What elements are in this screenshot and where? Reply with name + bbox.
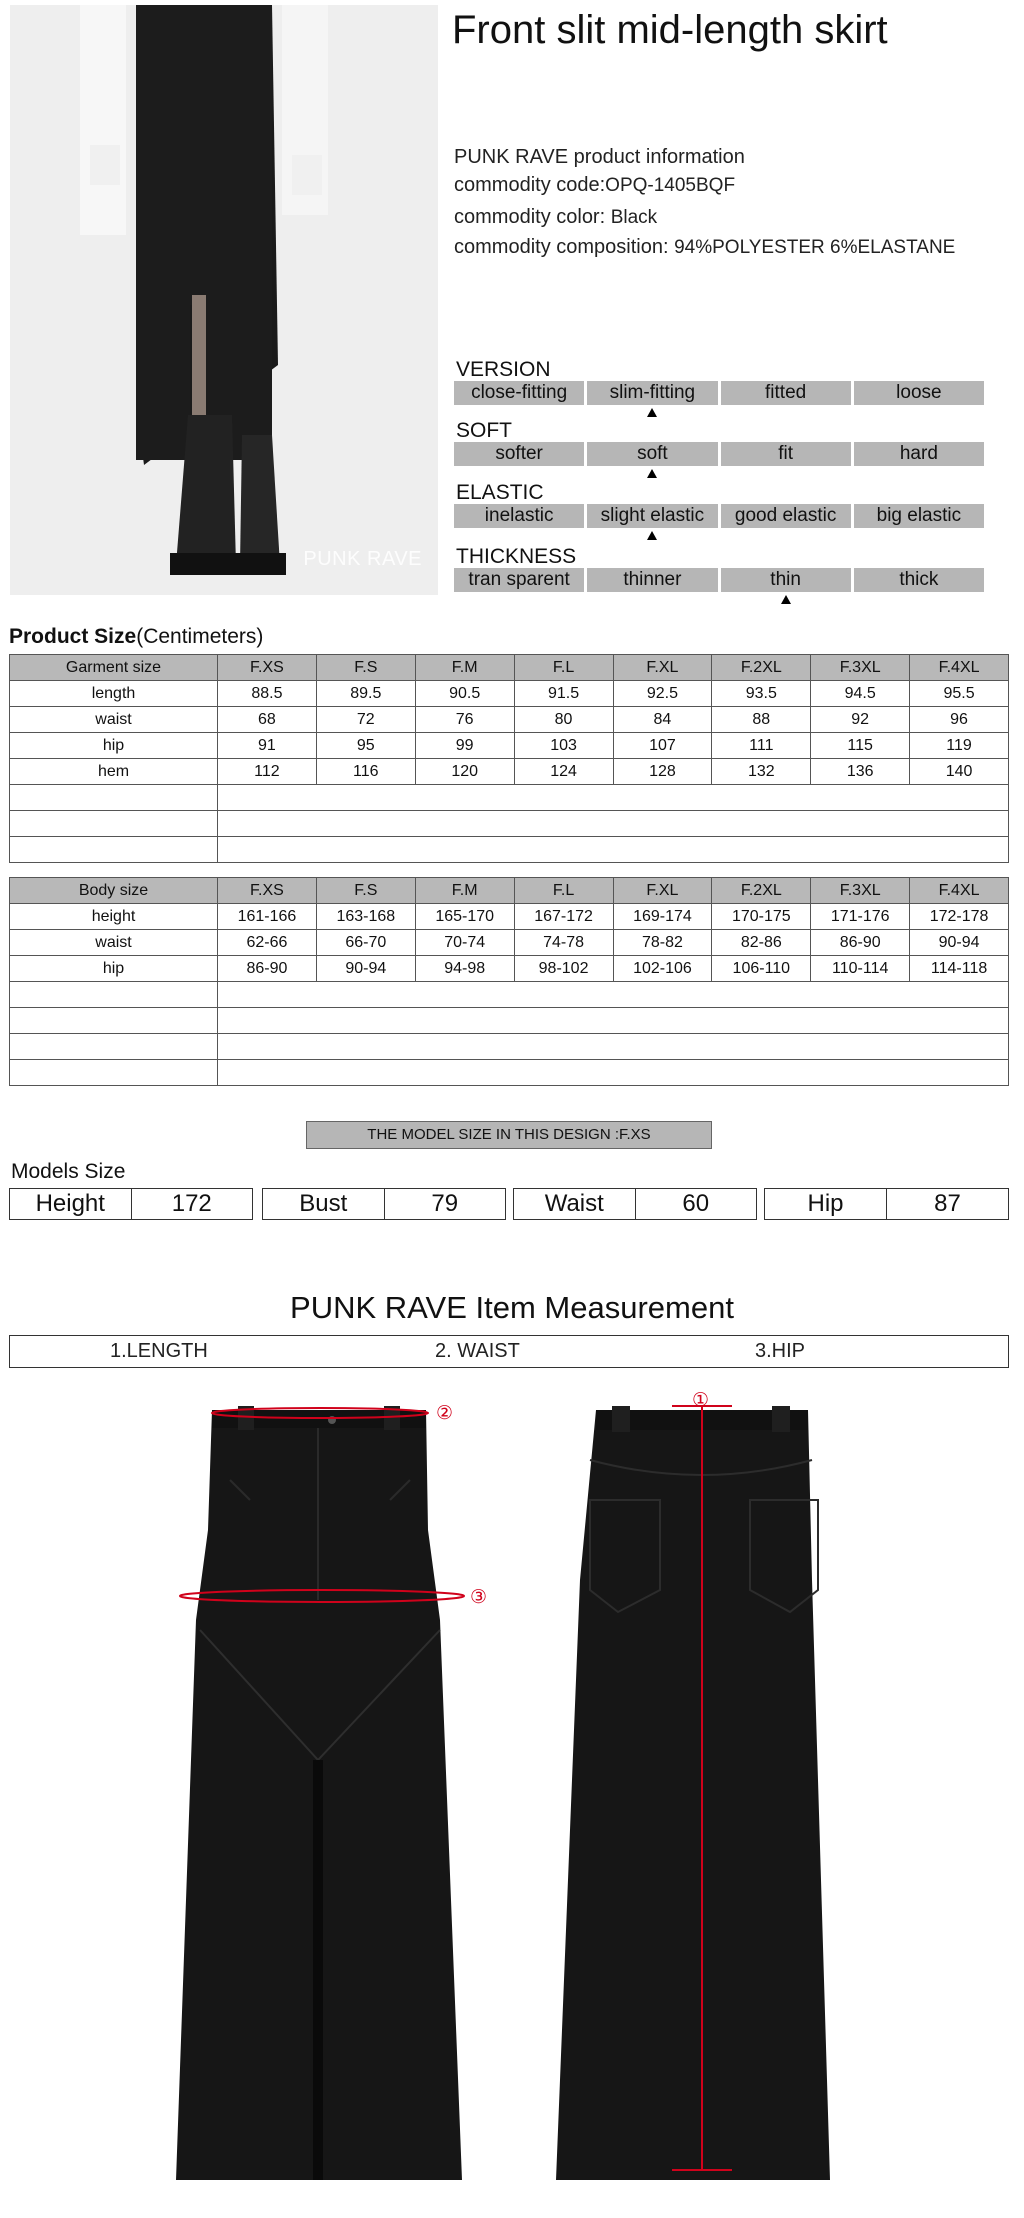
scale-option: tran sparent [454, 568, 584, 592]
model-measure-value: 60 [635, 1189, 757, 1219]
skirt-back-illustration [556, 1406, 830, 2180]
table-cell: 86-90 [811, 930, 910, 956]
table-cell: 80 [514, 707, 613, 733]
table-cell: 90-94 [316, 956, 415, 982]
table-header-size: F.M [415, 878, 514, 904]
selected-marker-icon [647, 408, 657, 417]
model-size-note: THE MODEL SIZE IN THIS DESIGN :F.XS [306, 1121, 712, 1149]
table-cell: 169-174 [613, 904, 712, 930]
scale-option: fitted [721, 381, 851, 405]
table-empty-cell [10, 982, 218, 1008]
table-header-size: F.3XL [811, 878, 910, 904]
skirt-front-illustration [176, 1406, 462, 2180]
table-empty-cell [218, 837, 1009, 863]
model-measure-label: Waist [544, 1190, 604, 1217]
table-empty-row [10, 1008, 1009, 1034]
table-cell: 140 [910, 759, 1009, 785]
marker-waist: ② [436, 1402, 454, 1424]
scale-option: good elastic [721, 504, 851, 528]
table-header-size: F.XL [613, 878, 712, 904]
model-waist [513, 1188, 757, 1220]
model-measure-label: Hip [807, 1190, 844, 1217]
table-cell: 161-166 [218, 904, 317, 930]
table-cell: 88 [712, 707, 811, 733]
scale-option: thinner [587, 568, 717, 592]
table-cell: 170-175 [712, 904, 811, 930]
table-header-label: Body size [10, 878, 218, 904]
scale-title-soft: SOFT [456, 419, 512, 442]
table-cell: 163-168 [316, 904, 415, 930]
info-heading: PUNK RAVE product information [454, 146, 745, 168]
table-cell: 114-118 [910, 956, 1009, 982]
model-measure-value: 172 [131, 1189, 253, 1219]
scale-title-elastic: ELASTIC [456, 481, 544, 504]
table-header-size: F.S [316, 878, 415, 904]
table-cell: 98-102 [514, 956, 613, 982]
scale-elastic [454, 504, 984, 528]
table-row [10, 681, 1009, 707]
table-cell: 116 [316, 759, 415, 785]
table-cell: 84 [613, 707, 712, 733]
table-cell: 78-82 [613, 930, 712, 956]
commodity-code [454, 174, 735, 197]
composition-value: 94%POLYESTER 6%ELASTANE [674, 237, 956, 258]
table-cell: 96 [910, 707, 1009, 733]
table-cell: 72 [316, 707, 415, 733]
body-size-table [9, 877, 1009, 1086]
table-cell: 91 [218, 733, 317, 759]
table-cell: 167-172 [514, 904, 613, 930]
table-row-label: waist [10, 930, 218, 956]
product-title: Front slit mid-length skirt [452, 8, 888, 52]
scale-soft [454, 442, 984, 466]
product-photo [10, 5, 438, 595]
table-empty-cell [10, 837, 218, 863]
table-header-size: F.XL [613, 655, 712, 681]
scale-option: slim-fitting [587, 381, 717, 405]
selected-marker-icon [647, 469, 657, 478]
table-cell: 128 [613, 759, 712, 785]
color-value: Black [610, 207, 658, 228]
table-header-size: F.S [316, 655, 415, 681]
table-row [10, 956, 1009, 982]
table-cell: 115 [811, 733, 910, 759]
table-empty-cell [218, 982, 1009, 1008]
table-cell: 107 [613, 733, 712, 759]
table-header-size: F.XS [218, 655, 317, 681]
table-header-size: F.2XL [712, 655, 811, 681]
table-row-label: waist [10, 707, 218, 733]
scale-option: hard [854, 442, 984, 466]
table-empty-cell [218, 1034, 1009, 1060]
model-measure-label: Bust [299, 1190, 348, 1217]
model-measure-value: 79 [384, 1189, 506, 1219]
table-empty-cell [10, 785, 218, 811]
scale-option: close-fitting [454, 381, 584, 405]
table-row [10, 930, 1009, 956]
selected-marker-icon [647, 531, 657, 540]
scale-title-thickness: THICKNESS [456, 545, 577, 568]
table-cell: 94.5 [811, 681, 910, 707]
table-row-label: height [10, 904, 218, 930]
table-cell: 136 [811, 759, 910, 785]
table-cell: 110-114 [811, 956, 910, 982]
color-label: commodity color: [454, 206, 606, 228]
table-cell: 82-86 [712, 930, 811, 956]
table-cell: 172-178 [910, 904, 1009, 930]
table-header-size: F.3XL [811, 655, 910, 681]
table-cell: 165-170 [415, 904, 514, 930]
table-header-size: F.M [415, 655, 514, 681]
scale-option: slight elastic [587, 504, 717, 528]
table-empty-cell [10, 1034, 218, 1060]
scale-option: thin [721, 568, 851, 592]
table-cell: 111 [712, 733, 811, 759]
table-cell: 62-66 [218, 930, 317, 956]
table-header-size: F.XS [218, 878, 317, 904]
table-header-size: F.2XL [712, 878, 811, 904]
code-value: OPQ-1405BQF [605, 175, 736, 196]
table-cell: 102-106 [613, 956, 712, 982]
model-hip [764, 1188, 1009, 1220]
table-cell: 132 [712, 759, 811, 785]
table-cell: 90-94 [910, 930, 1009, 956]
scale-title-version: VERSION [456, 358, 551, 381]
composition-label: commodity composition: [454, 236, 669, 258]
scale-option: loose [854, 381, 984, 405]
table-header-size: F.4XL [910, 655, 1009, 681]
table-empty-cell [218, 1060, 1009, 1086]
table-cell: 106-110 [712, 956, 811, 982]
selected-marker-icon [781, 595, 791, 604]
table-cell: 90.5 [415, 681, 514, 707]
table-cell: 94-98 [415, 956, 514, 982]
table-cell: 120 [415, 759, 514, 785]
table-empty-cell [10, 1008, 218, 1034]
table-empty-row [10, 1034, 1009, 1060]
measurement-points-bar [9, 1335, 1009, 1368]
measurement-diagram [0, 1380, 1024, 2180]
code-label: commodity code: [454, 174, 606, 196]
scale-option: inelastic [454, 504, 584, 528]
scale-thickness [454, 568, 984, 592]
table-header-size: F.L [514, 878, 613, 904]
table-row-label: hem [10, 759, 218, 785]
table-cell: 103 [514, 733, 613, 759]
measure-point-length: 1.LENGTH [110, 1340, 208, 1362]
table-cell: 91.5 [514, 681, 613, 707]
table-row [10, 707, 1009, 733]
product-size-title: Product Size [9, 625, 137, 648]
scale-option: fit [721, 442, 851, 466]
table-header-size: F.4XL [910, 878, 1009, 904]
table-empty-row [10, 811, 1009, 837]
marker-length: ① [692, 1389, 710, 1411]
model-measure-label: Height [35, 1190, 105, 1217]
table-empty-row [10, 837, 1009, 863]
table-row-label: hip [10, 956, 218, 982]
scale-option: big elastic [854, 504, 984, 528]
table-cell: 89.5 [316, 681, 415, 707]
scale-option: softer [454, 442, 584, 466]
table-row [10, 904, 1009, 930]
table-cell: 92 [811, 707, 910, 733]
table-cell: 76 [415, 707, 514, 733]
table-cell: 86-90 [218, 956, 317, 982]
commodity-color [454, 206, 657, 229]
table-cell: 171-176 [811, 904, 910, 930]
table-empty-cell [10, 1060, 218, 1086]
table-cell: 68 [218, 707, 317, 733]
scale-version [454, 381, 984, 405]
measure-point-waist: 2. WAIST [435, 1340, 520, 1362]
table-cell: 119 [910, 733, 1009, 759]
model-measure-value: 87 [886, 1189, 1008, 1219]
table-cell: 93.5 [712, 681, 811, 707]
product-size-unit: (Centimeters) [136, 625, 264, 648]
table-cell: 88.5 [218, 681, 317, 707]
table-row-label: hip [10, 733, 218, 759]
table-row [10, 759, 1009, 785]
models-size-title: Models Size [11, 1160, 126, 1183]
table-empty-cell [218, 1008, 1009, 1034]
table-header-size: F.L [514, 655, 613, 681]
table-cell: 70-74 [415, 930, 514, 956]
table-cell: 112 [218, 759, 317, 785]
table-row [10, 733, 1009, 759]
scale-option: soft [587, 442, 717, 466]
table-cell: 74-78 [514, 930, 613, 956]
product-size-heading [9, 625, 263, 649]
measurement-title: PUNK RAVE Item Measurement [290, 1290, 734, 1325]
table-empty-cell [10, 811, 218, 837]
marker-hip: ③ [470, 1586, 488, 1608]
table-empty-cell [218, 785, 1009, 811]
table-cell: 66-70 [316, 930, 415, 956]
model-height [9, 1188, 253, 1220]
table-cell: 92.5 [613, 681, 712, 707]
table-row-label: length [10, 681, 218, 707]
watermark: PUNK RAVE [303, 548, 422, 570]
table-empty-row [10, 785, 1009, 811]
measure-point-hip: 3.HIP [755, 1340, 806, 1362]
garment-size-table [9, 654, 1009, 863]
table-empty-cell [218, 811, 1009, 837]
table-cell: 124 [514, 759, 613, 785]
table-empty-row [10, 982, 1009, 1008]
table-cell: 99 [415, 733, 514, 759]
table-cell: 95.5 [910, 681, 1009, 707]
table-header-label: Garment size [10, 655, 218, 681]
table-cell: 95 [316, 733, 415, 759]
commodity-composition [454, 236, 955, 259]
model-bust [262, 1188, 506, 1220]
table-empty-row [10, 1060, 1009, 1086]
model-photo-illustration [10, 5, 438, 595]
scale-option: thick [854, 568, 984, 592]
